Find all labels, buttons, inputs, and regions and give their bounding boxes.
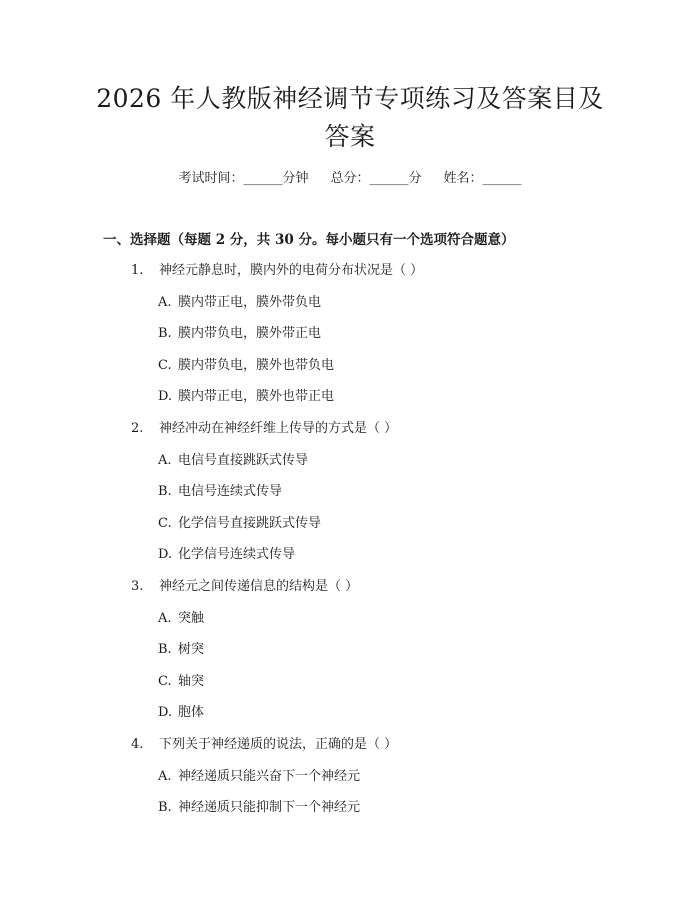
option-letter: B. [158, 484, 172, 500]
question-text: 神经元之间传递信息的结构是（ ） [159, 579, 359, 594]
option-letter: A. [158, 768, 172, 784]
option-letter: B. [158, 800, 172, 816]
option-text: 突触 [178, 610, 205, 626]
option-letter: D. [158, 389, 173, 405]
question-stem [131, 262, 423, 280]
question-text: 神经冲动在神经纤维上传导的方式是（ ） [159, 421, 398, 436]
option-text: 膜内带正电，膜外也带正电 [178, 389, 335, 405]
answer-option [158, 768, 360, 786]
option-text: 神经递质只能抑制下一个神经元 [178, 800, 361, 816]
option-letter: D. [158, 705, 173, 721]
question-number: 3. [131, 579, 144, 594]
option-text: 胞体 [178, 705, 205, 721]
answer-option [158, 799, 360, 817]
option-text: 电信号直接跳跃式传导 [178, 452, 309, 468]
question-number: 1. [131, 263, 144, 278]
option-text: 神经递质只能兴奋下一个神经元 [178, 768, 361, 784]
option-letter: A. [158, 452, 172, 468]
option-text: 化学信号直接跳跃式传导 [178, 515, 322, 531]
option-letter: C. [158, 515, 172, 531]
answer-option [158, 388, 334, 406]
option-text: 膜内带负电，膜外带正电 [178, 326, 322, 342]
answer-option [158, 673, 204, 691]
option-letter: D. [158, 547, 173, 563]
option-text: 膜内带正电，膜外带负电 [178, 294, 322, 310]
option-letter: C. [158, 673, 172, 689]
answer-option [158, 641, 204, 659]
answer-option [158, 325, 321, 343]
exam-meta-row [0, 170, 700, 188]
question-stem [131, 420, 397, 438]
option-letter: B. [158, 642, 172, 658]
option-letter: A. [158, 610, 172, 626]
answer-option [158, 483, 282, 501]
answer-option [158, 452, 308, 470]
document-title [60, 80, 640, 156]
answer-option [158, 515, 321, 533]
option-text: 化学信号连续式传导 [178, 547, 296, 563]
title-line-2: 答案 [324, 122, 376, 151]
section-heading: 一、选择题（每题 2 分，共 30 分。每小题只有一个选项符合题意） [103, 232, 515, 248]
answer-option [158, 610, 204, 628]
option-letter: B. [158, 326, 172, 342]
total-score-field: 总分：______分 [330, 171, 422, 186]
answer-option [158, 546, 295, 564]
question-number: 4. [131, 737, 144, 752]
question-number: 2. [131, 421, 144, 436]
option-text: 轴突 [178, 673, 205, 689]
question-text: 神经元静息时，膜内外的电荷分布状况是（ ） [159, 263, 424, 278]
exam-time-field: 考试时间：______分钟 [178, 171, 309, 186]
question-text: 下列关于神经递质的说法，正确的是（ ） [159, 737, 398, 752]
title-line-1: 2026 年人教版神经调节专项练习及答案目及 [96, 84, 604, 113]
answer-option [158, 357, 334, 375]
option-text: 膜内带负电，膜外也带负电 [178, 357, 335, 373]
answer-option [158, 294, 321, 312]
question-stem [131, 578, 358, 596]
option-letter: C. [158, 357, 172, 373]
option-text: 树突 [178, 642, 205, 658]
question-stem [131, 736, 397, 754]
answer-option [158, 704, 204, 722]
name-field: 姓名：______ [443, 171, 522, 186]
option-letter: A. [158, 294, 172, 310]
option-text: 电信号连续式传导 [178, 484, 283, 500]
